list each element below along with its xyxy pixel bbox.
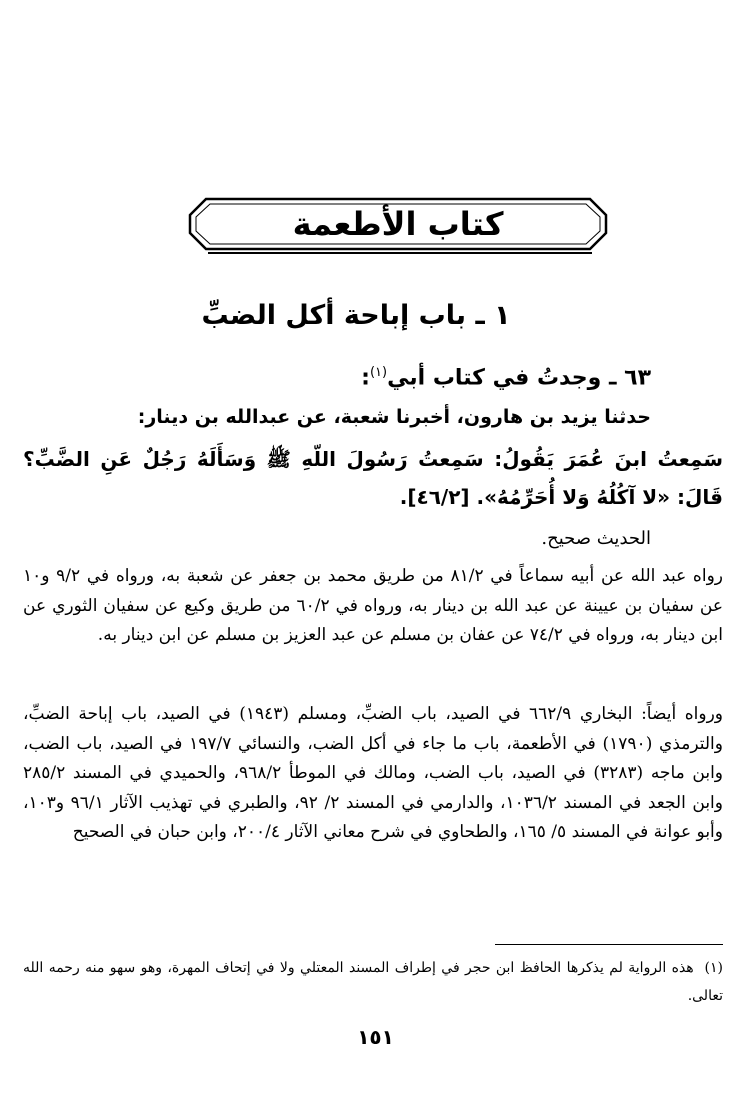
hadith-heading-colon: :: [361, 365, 370, 391]
chapter-heading: ١ ـ باب إباحة أكل الضبِّ: [201, 300, 511, 331]
hadith-heading-text: ٦٣ ـ وجدتُ في كتاب أبي: [387, 365, 651, 391]
footnote-text: هذه الرواية لم يذكرها الحافظ ابن حجر في إطراف المسند المعتلي ولا في إتحاف المهرة، وهو سهو منه رحمه الله تعالى.: [23, 960, 723, 1004]
takhrij-paragraph: رواه عبد الله عن أبيه سماعاً في ٨١/٢ من طريق محمد بن جعفر عن شعبة به، ورواه في ٩/٢ و١٠ عن سفيان بن عيينة عن عبد الله بن دينار به، ورواه في ٦٠/٢ من طريق وكيع عن سفيان الثوري عن ابن دينار به، ورواه في ٧٤/٢ عن عفان بن مسلم عن عبد العزيز بن مسلم عن ابن دينار به.: [23, 566, 723, 645]
footnote-reference[interactable]: (١): [369, 365, 388, 380]
takhrij-paragraph: ورواه أيضاً: البخاري ٦٦٢/٩ في الصيد، باب الضبِّ، ومسلم (١٩٤٣) في الصيد، باب إباحة الضبِّ، والترمذي (١٧٩٠) في الأطعمة، باب ما جاء في أكل الضب، والنسائي ١٩٧/٧ في الصيد، باب الضب، وابن ماجه (٣٢٨٣) في الصيد، باب الضب، ومالك في الموطأ ٩٦٨/٢، والحميدي في المسند ٢٨٥/٢ وابن الجعد في المسند ١٠٣٦/٢، والدارمي في المسند ٢/ ٩٢، والطبري في تهذيب الآثار ٩٦/١ و١٠٣، وأبو عوانة في المسند ٥/ ١٦٥، والطحاوي في شرح معاني الآثار ٢٠٠/٤، وابن حبان في الصحيح: [23, 704, 724, 842]
footnote-marker: (١): [704, 960, 723, 976]
footnote: [23, 954, 723, 1010]
hadith-verdict: الحديث صحيح.: [541, 528, 651, 549]
hadith-heading: [91, 356, 651, 395]
hadith-matn: سَمِعتُ ابنَ عُمَرَ يَقُولُ: سَمِعتُ رَسُولَ اللّهِ ﷺ وَسَأَلَهُ رَجُلٌ عَنِ الضَّبِّ؟ قَالَ: «لا آكُلُهُ وَلا أُحَرِّمُهُ». [٤٦/٢].: [23, 447, 723, 509]
page-number: ١٥١: [357, 1025, 394, 1049]
hadith-isnad: حدثنا يزيد بن هارون، أخبرنا شعبة، عن عبدالله بن دينار:: [137, 406, 651, 428]
title-frame: [188, 197, 608, 257]
footnote-separator: [495, 944, 723, 945]
book-title: كتاب الأطعمة: [292, 205, 504, 243]
